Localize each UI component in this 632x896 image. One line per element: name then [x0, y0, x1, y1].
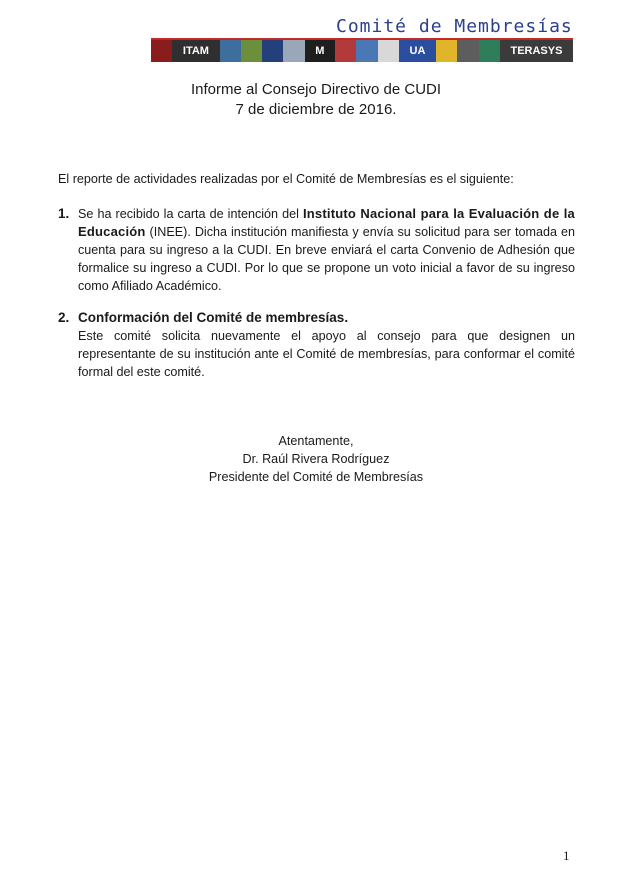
banner-logo-tile	[220, 40, 241, 62]
item-body	[78, 205, 575, 295]
signature-block	[0, 432, 632, 486]
list-item	[58, 205, 578, 295]
banner-logo-tile: M	[305, 40, 335, 62]
banner-logo-tile	[241, 40, 262, 62]
item-text-before: Se ha recibido la carta de intención del	[78, 207, 303, 221]
item-text-after: (INEE). Dicha institución manifiesta y envía su solicitud para ser tomada en cuenta para su ingreso a la CUDI. En breve enviará el carta Convenio de Adhesión que formalice su ingreso a CUDI. Por lo que se propone un voto inicial a favor de su ingreso como Afiliado Académico.	[78, 225, 575, 293]
banner-logo-tile: TERASYS	[500, 40, 573, 62]
item-number: 1.	[58, 206, 70, 221]
report-date: 7 de diciembre de 2016.	[235, 101, 397, 118]
signer-role: Presidente del Comité de Membresías	[208, 470, 424, 484]
intro-paragraph: El reporte de actividades realizadas por el Comité de Membresías es el siguiente:	[58, 172, 514, 186]
document-title	[0, 80, 632, 120]
banner-logo-tile	[436, 40, 457, 62]
banner-logo-tile	[335, 40, 356, 62]
page-number: 1	[563, 848, 570, 863]
signer-name: Dr. Raúl Rivera Rodríguez	[242, 452, 390, 466]
banner-logo-tile	[262, 40, 283, 62]
banner-logo-tile: ITAM	[172, 40, 219, 62]
banner-logo-tile	[378, 40, 399, 62]
item-text: Este comité solicita nuevamente el apoyo al consejo para que designen un representante de su institución ante el Comité de membresías, para conformar el comité formal del este comité.	[78, 329, 575, 379]
banner-logo-tile	[283, 40, 304, 62]
item-body	[78, 309, 575, 381]
member-logos-banner	[151, 38, 573, 62]
banner-logo-tile: UA	[399, 40, 436, 62]
report-title: Informe al Consejo Directivo de CUDI	[190, 81, 442, 98]
banner-logo-tile	[151, 40, 172, 62]
item-number: 2.	[58, 310, 70, 325]
header-title: Comité de Membresías	[336, 16, 573, 37]
banner-logo-tile	[457, 40, 478, 62]
item-heading: Conformación del Comité de membresías.	[78, 310, 349, 325]
list-item	[58, 309, 578, 381]
banner-logo-tile	[479, 40, 500, 62]
closing: Atentamente,	[278, 434, 354, 448]
banner-logo-tile	[356, 40, 377, 62]
institution-name: Instituto Nacional para la Evaluación de la Educación	[78, 206, 575, 239]
